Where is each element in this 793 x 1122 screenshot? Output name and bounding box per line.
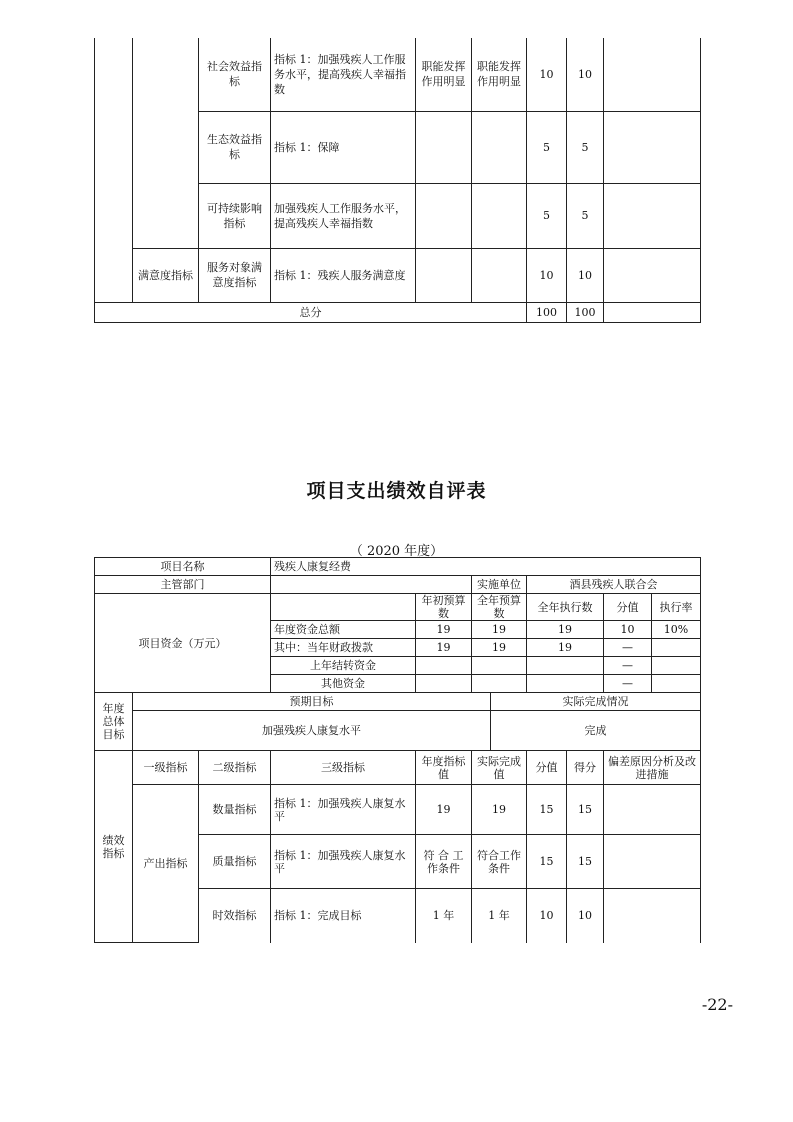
level3-cell: 加强残疾人工作服务水平，提高残疾人幸福指数 — [271, 183, 416, 248]
funds-annual — [472, 657, 527, 675]
funds-initial — [416, 675, 472, 693]
perf-deviation — [604, 835, 701, 889]
funds-exec-rate — [652, 675, 701, 693]
funds-exec-rate — [652, 657, 701, 675]
satisfaction-level2-cell: 服务对象满意度指标 — [199, 248, 271, 302]
funds-score-value: 10 — [604, 621, 652, 639]
funds-header-initial: 年初预算数 — [416, 594, 472, 621]
total-row — [95, 302, 701, 322]
perf-header-deviation: 偏差原因分析及改进措施 — [604, 751, 701, 785]
perf-level3: 指标 1：加强残疾人康复水平 — [271, 785, 416, 835]
funds-annual — [472, 675, 527, 693]
perf-header-score-value: 分值 — [527, 751, 567, 785]
perf-level3: 指标 1：完成目标 — [271, 889, 416, 943]
table-row — [95, 558, 701, 576]
funds-exec-rate — [652, 639, 701, 657]
perf-actual: 1 年 — [472, 889, 527, 943]
funds-row-label: 年度资金总额 — [271, 621, 416, 639]
deviation-cell — [604, 111, 701, 183]
perf-score: 15 — [567, 785, 604, 835]
funds-executed: 19 — [527, 621, 604, 639]
score-cell: 5 — [567, 111, 604, 183]
satisfaction-level1-cell: 满意度指标 — [133, 248, 199, 302]
perf-level2: 数量指标 — [199, 785, 271, 835]
actual-cell — [472, 111, 527, 183]
perf-header-target: 年度指标值 — [416, 751, 472, 785]
funds-annual: 19 — [472, 621, 527, 639]
funds-annual: 19 — [472, 639, 527, 657]
impl-unit-label: 实施单位 — [472, 576, 527, 594]
score-value-cell: 5 — [527, 111, 567, 183]
actual-cell — [472, 183, 527, 248]
funds-row-label: 上年结转资金 — [271, 657, 416, 675]
perf-score-value: 15 — [527, 785, 567, 835]
dept-label: 主管部门 — [95, 576, 271, 594]
perf-level3: 指标 1：加强残疾人康复水平 — [271, 835, 416, 889]
output-label: 产出指标 — [133, 785, 199, 943]
perf-actual: 符合工作条件 — [472, 835, 527, 889]
perf-header-score: 得分 — [567, 751, 604, 785]
deviation-cell — [604, 183, 701, 248]
year-label: （ 2020 年度） — [349, 544, 444, 559]
perf-target: 19 — [416, 785, 472, 835]
funds-initial: 19 — [416, 639, 472, 657]
perf-target: 符 合 工作条件 — [416, 835, 472, 889]
project-name-value: 残疾人康复经费 — [271, 558, 701, 576]
funds-label: 项目资金（万元） — [95, 594, 271, 693]
score-cell: 5 — [567, 183, 604, 248]
actual-cell — [472, 248, 527, 302]
target-cell — [416, 183, 472, 248]
level3-cell: 指标 1：保障 — [271, 111, 416, 183]
deviation-cell — [604, 302, 701, 322]
funds-executed — [527, 657, 604, 675]
total-score-value: 100 — [527, 302, 567, 322]
table-row — [95, 594, 701, 621]
expected-goal-header: 预期目标 — [133, 693, 491, 711]
level0-cell — [95, 38, 133, 302]
funds-row-label: 其中：当年财政拨款 — [271, 639, 416, 657]
funds-header-blank — [271, 594, 416, 621]
funds-header-exec-rate: 执行率 — [652, 594, 701, 621]
actual-goal-header: 实际完成情况 — [491, 693, 701, 711]
table-row — [95, 248, 701, 302]
deviation-cell — [604, 248, 701, 302]
level1-cell — [133, 38, 199, 248]
table-row — [95, 751, 701, 785]
page-title: 项目支出绩效自评表 — [306, 480, 487, 502]
table-row — [95, 693, 701, 711]
funds-row-label: 其他资金 — [271, 675, 416, 693]
perf-header-level1: 一级指标 — [133, 751, 199, 785]
self-evaluation-table — [94, 557, 701, 943]
funds-score-value: — — [604, 675, 652, 693]
target-cell — [416, 111, 472, 183]
satisfaction-level3-cell: 指标 1：残疾人服务满意度 — [271, 248, 416, 302]
perf-score: 15 — [567, 835, 604, 889]
score-cell: 10 — [567, 38, 604, 111]
perf-target: 1 年 — [416, 889, 472, 943]
perf-deviation — [604, 785, 701, 835]
actual-cell: 职能发挥作用明显 — [472, 38, 527, 111]
table-row — [95, 785, 701, 835]
deviation-cell — [604, 38, 701, 111]
funds-initial — [416, 657, 472, 675]
level2-cell: 可持续影响指标 — [199, 183, 271, 248]
funds-header-executed: 全年执行数 — [527, 594, 604, 621]
score-value-cell: 5 — [527, 183, 567, 248]
perf-header-level2: 二级指标 — [199, 751, 271, 785]
perf-header-actual: 实际完成值 — [472, 751, 527, 785]
page-number: -22- — [701, 995, 733, 1014]
perf-label: 绩效指标 — [95, 751, 133, 943]
perf-score-value: 10 — [527, 889, 567, 943]
project-name-label: 项目名称 — [95, 558, 271, 576]
perf-deviation — [604, 889, 701, 943]
table-row — [95, 576, 701, 594]
perf-score: 10 — [567, 889, 604, 943]
continued-performance-table — [94, 38, 701, 323]
funds-initial: 19 — [416, 621, 472, 639]
level3-cell: 指标 1：加强残疾人工作服务水平，提高残疾人幸福指数 — [271, 38, 416, 111]
goal-label: 年度总体目标 — [95, 693, 133, 751]
total-label: 总分 — [95, 302, 527, 322]
level2-cell: 生态效益指标 — [199, 111, 271, 183]
actual-goal-value: 完成 — [491, 711, 701, 751]
table-row — [95, 38, 701, 111]
funds-header-annual: 全年预算数 — [472, 594, 527, 621]
funds-executed: 19 — [527, 639, 604, 657]
perf-actual: 19 — [472, 785, 527, 835]
funds-exec-rate: 10% — [652, 621, 701, 639]
impl-unit-value: 酒县残疾人联合会 — [527, 576, 701, 594]
target-cell: 职能发挥作用明显 — [416, 38, 472, 111]
table-row — [95, 711, 701, 751]
score-value-cell: 10 — [527, 248, 567, 302]
perf-level2: 时效指标 — [199, 889, 271, 943]
score-value-cell: 10 — [527, 38, 567, 111]
funds-executed — [527, 675, 604, 693]
funds-score-value: — — [604, 657, 652, 675]
funds-header-score-value: 分值 — [604, 594, 652, 621]
score-cell: 10 — [567, 248, 604, 302]
expected-goal-value: 加强残疾人康复水平 — [133, 711, 491, 751]
level2-cell: 社会效益指标 — [199, 38, 271, 111]
perf-score-value: 15 — [527, 835, 567, 889]
perf-level2: 质量指标 — [199, 835, 271, 889]
total-score: 100 — [567, 302, 604, 322]
perf-header-level3: 三级指标 — [271, 751, 416, 785]
target-cell — [416, 248, 472, 302]
dept-value — [271, 576, 472, 594]
funds-score-value: — — [604, 639, 652, 657]
